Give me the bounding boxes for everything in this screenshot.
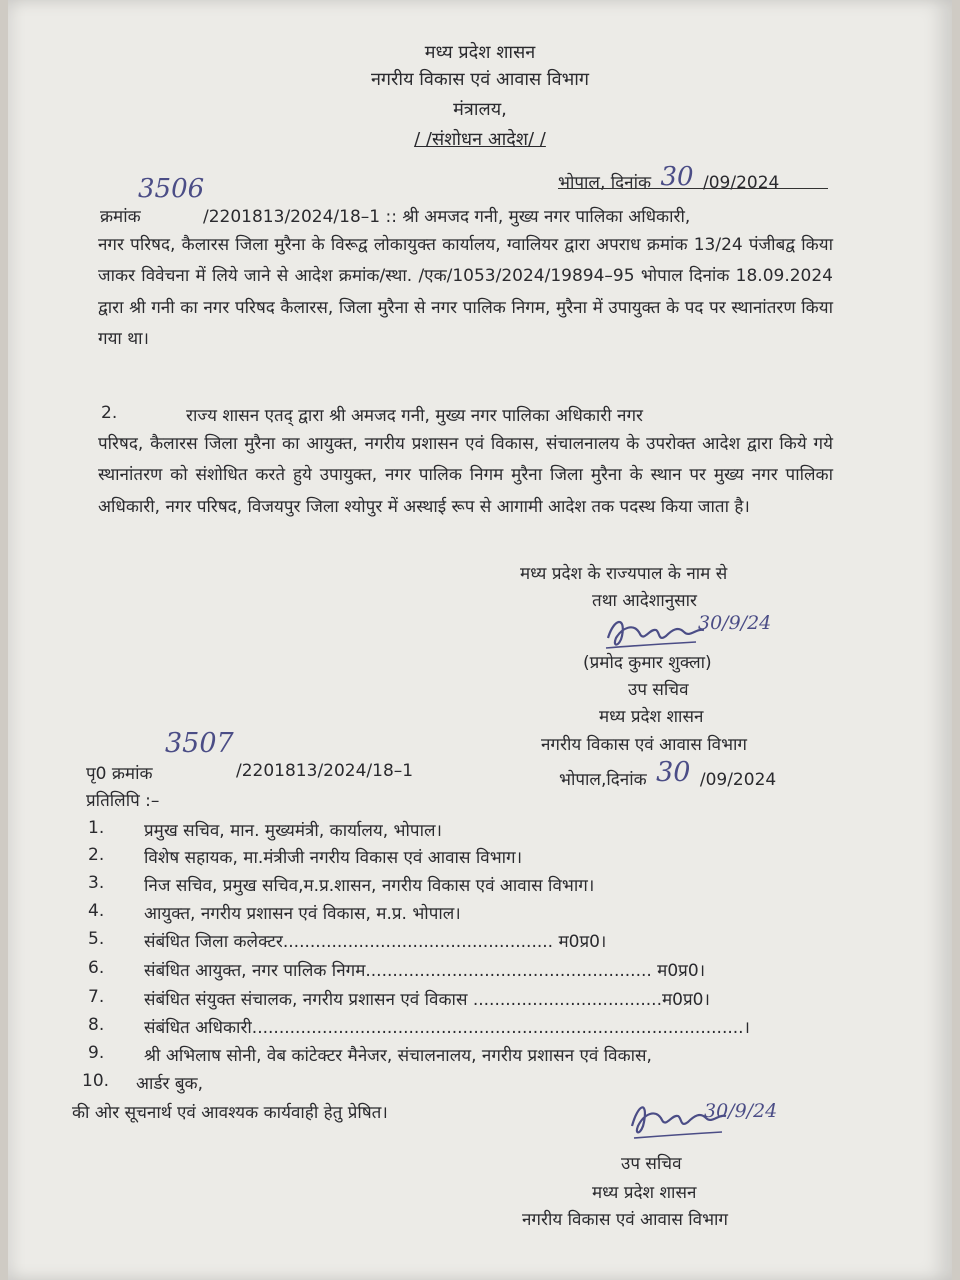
dateline-prefix: भोपाल, दिनांक (558, 173, 652, 193)
endorsement-number-handwritten: 3507 (165, 728, 234, 759)
document-page (8, 0, 952, 1280)
signatory-designation: उप सचिव (628, 680, 689, 700)
list-item-number: 2. (88, 845, 105, 865)
list-item-number: 3. (88, 873, 105, 893)
list-item: निज सचिव, प्रमुख सचिव,म.प्र.शासन, नगरीय विकास एवं आवास विभाग। (144, 876, 595, 896)
order-label: क्रमांक (100, 207, 141, 227)
document-title: / /संशोधन आदेश/ / (414, 129, 546, 150)
order-number-handwritten: 3506 (138, 174, 205, 204)
dateline-underline (558, 188, 828, 189)
signatory-government: मध्य प्रदेश शासन (599, 707, 704, 727)
order-para1-text: नगर परिषद, कैलारस जिला मुरैना के विरूद्व लोकायुक्त कार्यालय, ग्वालियर द्वारा अपराध क्रमांक 13/24 पंजीबद्व किया जाकर विवेचना में लिये जाने से आदेश क्रमांक/स्था. /एक/1053/2024/19894–95 भोपाल दिनांक 18.09.2024 द्वारा श्री गनी का नगर परिषद कैलारस, जिला मुरैना से नगर पालिक निगम, मुरैना में उपायुक्त के पद पर स्थानांतरण किया गया था। (98, 235, 833, 350)
list-item: श्री अभिलाष सोनी, वेब कांटेक्टर मैनेजर, संचालनालय, नगरीय प्रशासन एवं विकास, (144, 1046, 652, 1066)
header-ministry: मंत्रालय, (453, 99, 507, 120)
dateline-suffix: /09/2024 (702, 173, 780, 193)
list-item-number: 7. (88, 987, 105, 1007)
signature-2-date: 30/9/24 (704, 1100, 778, 1122)
endorsement-date-day: 30 (656, 757, 691, 788)
list-item-number: 1. (88, 818, 105, 838)
dateline-day-handwritten: 30 (660, 162, 694, 192)
list-item-number: 6. (88, 958, 105, 978)
list-item-number: 9. (88, 1043, 105, 1063)
list-item: संबंधित संयुक्त संचालक, नगरीय प्रशासन एवं विकास ...................................म0प्र0। (144, 990, 710, 1010)
list-item: विशेष सहायक, मा.मंत्रीजी नगरीय विकास एवं आवास विभाग। (144, 848, 523, 868)
header-department: नगरीय विकास एवं आवास विभाग (370, 69, 590, 90)
endorser-department: नगरीय विकास एवं आवास विभाग (522, 1210, 728, 1230)
endorser-designation: उप सचिव (621, 1154, 682, 1174)
signatory-department: नगरीय विकास एवं आवास विभाग (541, 735, 747, 755)
order-para1-line1: /2201813/2024/18–1 :: श्री अमजद गनी, मुख्य नगर पालिका अधिकारी, (203, 207, 691, 227)
endorsement-reference: /2201813/2024/18–1 (236, 761, 414, 781)
endorsement-label: पृ0 क्रमांक (86, 764, 153, 784)
list-item: प्रमुख सचिव, मान. मुख्यमंत्री, कार्यालय, भोपाल। (144, 821, 442, 841)
endorser-government: मध्य प्रदेश शासन (592, 1183, 697, 1203)
list-item: आयुक्त, नगरीय प्रशासन एवं विकास, म.प्र. भोपाल। (144, 904, 461, 924)
signature-1-date: 30/9/24 (698, 612, 772, 634)
closing-line: की ओर सूचनार्थ एवं आवश्यक कार्यवाही हेतु प्रेषित। (72, 1103, 388, 1123)
para2-first-line: राज्य शासन एतद् द्वारा श्री अमजद गनी, मुख्य नगर पालिका अधिकारी नगर (186, 406, 643, 426)
by-order-line1: मध्य प्रदेश के राज्यपाल के नाम से (520, 564, 728, 584)
para2-number: 2. (101, 403, 118, 423)
list-item-number: 4. (88, 901, 105, 921)
copy-to-label: प्रतिलिपि :– (86, 791, 160, 811)
endorsement-date-suffix: /09/2024 (699, 770, 777, 790)
signatory-name: (प्रमोद कुमार शुक्ला) (583, 653, 712, 673)
dateline (558, 162, 780, 195)
order-para2-text: परिषद, कैलारस जिला मुरैना का आयुक्त, नगरीय प्रशासन एवं विकास, संचालनालय के उपरोक्त आदेश द्वारा किये गये स्थानांतरण को संशोधित करते हुये उपायुक्त, नगर पालिक निगम मुरैना जिला मुरैना के स्थान पर मुख्य नगर पालिका अधिकारी, नगर परिषद, विजयपुर जिला श्योपुर में अस्थाई रूप से आगामी आदेश तक पदस्थ किया जाता है। (98, 434, 833, 517)
order-para1 (98, 230, 833, 356)
endorsement-date-prefix: भोपाल,दिनांक (559, 770, 647, 790)
header-government: मध्य प्रदेश शासन (424, 42, 536, 63)
list-item: संबंधित आयुक्त, नगर पालिक निगम..................................................... म0प्र0। (144, 961, 706, 981)
list-item-number: 8. (88, 1015, 105, 1035)
order-para2 (98, 429, 833, 523)
list-item: संबंधित जिला कलेक्टर.................................................. म0प्र0। (144, 932, 607, 952)
list-item-number: 10. (82, 1071, 110, 1091)
endorsement-date (559, 757, 777, 792)
list-item-number: 5. (88, 929, 105, 949)
list-item: आर्डर बुक, (136, 1074, 203, 1094)
list-item: संबंधित अधिकारी...........................................................................................। (144, 1018, 751, 1038)
by-order-line2: तथा आदेशानुसार (592, 591, 698, 611)
